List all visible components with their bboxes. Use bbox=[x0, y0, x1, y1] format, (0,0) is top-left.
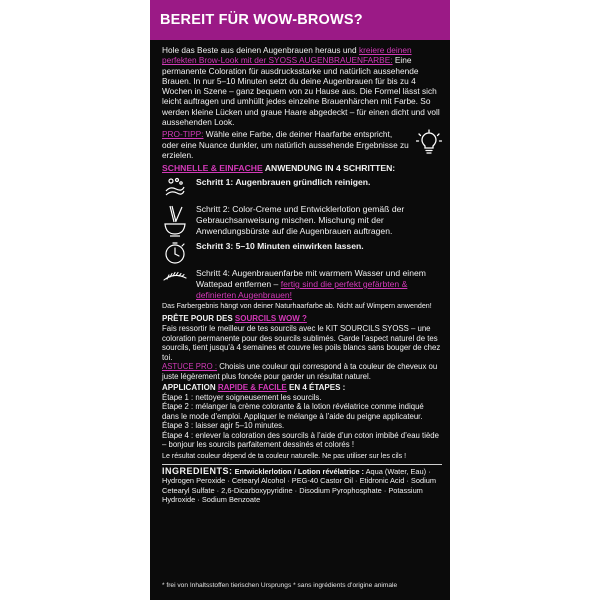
step-4-body: Schritt 4: Augenbrauenfarbe mit warmem Wasser und einem Wattepad entfernen – bbox=[196, 268, 426, 289]
steps-heading bbox=[162, 163, 442, 174]
ingredients-subhead: Entwicklerlotion / Lotion révélatrice : bbox=[234, 466, 364, 476]
footer-note: * frei von Inhaltsstoffen tierischen Ursprungs * sans ingrédients d’origine animale bbox=[162, 582, 398, 589]
product-panel bbox=[150, 0, 450, 600]
de-intro-highlight: kreiere deinen perfekten Brow-Look mit der SYOSS AUGENBRAUENFARBE: bbox=[162, 45, 412, 66]
pro-tip-text bbox=[162, 129, 410, 162]
header-banner bbox=[150, 0, 450, 40]
step-2 bbox=[162, 204, 442, 238]
fr-steps-heading-text: APPLICATION bbox=[162, 382, 218, 392]
fr-astuce-body: Choisis une couleur qui correspond à ta couleur de cheveux ou juste légèrement plus foncée pour garder un résultat naturel. bbox=[162, 362, 438, 381]
fr-step-2: Étape 2 : mélanger la crème colorante & la lotion révélatrice comme indiqué dans le mode d’emploi. Appliquer le mélange à l’aide du peigne applicateur. bbox=[162, 402, 424, 421]
pro-tip-label: PRO-TIPP: bbox=[162, 129, 204, 140]
step-3-text: Schritt 3: 5–10 Minuten einwirken lassen. bbox=[196, 241, 364, 252]
timer-icon bbox=[162, 241, 188, 265]
fr-step-3: Étape 3 : laisser agir 5–10 minutes. bbox=[162, 421, 285, 431]
lightbulb-icon bbox=[416, 129, 442, 162]
fr-step-1: Étape 1 : nettoyer soigneusement les sourcils. bbox=[162, 392, 322, 402]
fr-astuce bbox=[162, 362, 442, 381]
step-4 bbox=[162, 268, 442, 300]
fr-intro: Fais ressortir le meilleur de tes sourcils avec le KIT SOURCILS SYOSS – une coloration permanente pour des sourcils sublimés. Garde l’aspect naturel de tes sourcils, tient jusqu’à 4 semaines et couvre les poils blancs sans bouger de chez toi. bbox=[162, 323, 441, 362]
fr-heading-text: PRÊTE POUR DES bbox=[162, 313, 235, 323]
step-1 bbox=[162, 177, 442, 201]
pro-tip-body: Wähle eine Farbe, die deiner Haarfarbe entspricht, oder eine Nuance dunkler, um natürlich aussehende Ergebnisse zu erzielen. bbox=[162, 129, 409, 160]
mixing-bowl-icon bbox=[162, 204, 188, 238]
fr-step-4: Étape 4 : enlever la coloration des sourcils à l’aide d’un coton imbibé d’eau tiède – bonjour les sourcils parfaitement dessinés et colorés ! bbox=[162, 430, 439, 450]
fr-steps-heading-text-2: EN 4 ÉTAPES : bbox=[286, 382, 346, 392]
eyebrow-icon bbox=[162, 268, 188, 288]
step-1-text: Schritt 1: Augenbrauen gründlich reinigen. bbox=[196, 177, 371, 188]
ingredients bbox=[162, 464, 442, 505]
pro-tip bbox=[162, 129, 442, 162]
steps-heading-accent: SCHNELLE & EINFACHE bbox=[162, 163, 263, 174]
ingredients-text: Aqua (Water, Eau) · Hydrogen Peroxide · Cetearyl Alcohol · PEG-40 Castor Oil · Etidronic Acid · Sodium Cetearyl Sulfate · 2,6-Dicarboxypyridine · Disodium Pyrophosphate · Potassium Hydroxide · Sodium Benzoate bbox=[162, 466, 436, 505]
content bbox=[162, 45, 442, 505]
fr-heading bbox=[162, 314, 442, 324]
banner-title: BEREIT FÜR WOW-BROWS? bbox=[160, 12, 363, 28]
steps-heading-text: ANWENDUNG IN 4 SCHRITTEN: bbox=[262, 163, 396, 174]
fr-steps-heading bbox=[162, 383, 442, 393]
de-intro bbox=[162, 45, 442, 127]
fr-steps-heading-accent: RAPIDE & FACILE bbox=[217, 382, 287, 392]
step-4-text bbox=[196, 268, 442, 300]
fr-heading-accent: SOURCILS WOW ? bbox=[234, 313, 307, 323]
de-note: Das Farbergebnis hängt von deiner Naturhaarfarbe ab. Nicht auf Wimpern anwenden! bbox=[162, 302, 432, 311]
ingredients-label: INGREDIENTS: bbox=[162, 465, 233, 476]
fr-astuce-label: ASTUCE PRO : bbox=[162, 362, 218, 372]
de-intro-text-2: Eine permanente Coloration für ausdrucksstarke und natürlich aussehende Brauen. In nur 5–10 Minuten setzt du deine Augenbrauen für bis zu 4 Wochen in Szene – ganz bequem von zu Hause aus. Die Formel lässt sich leicht auftragen und umhüllt jedes einzelne Brauenhärchen mit Farbe. So werden kleine Lücken und graue Haare abgedeckt – für einen dicht und voll aussehenden Look. bbox=[162, 55, 440, 128]
step-3 bbox=[162, 241, 442, 265]
step-4-accent: fertig sind die perfekt gefärbten & definierten Augenbrauen! bbox=[196, 278, 408, 300]
fr-note: Le résultat couleur dépend de ta couleur naturelle. Ne pas utiliser sur les cils ! bbox=[162, 452, 407, 461]
wash-cloth-icon bbox=[162, 177, 188, 201]
de-intro-text: Hole das Beste aus deinen Augenbrauen heraus und bbox=[162, 45, 359, 55]
step-2-text: Schritt 2: Color-Creme und Entwicklerlotion gemäß der Gebrauchsanweisung mischen. Mischung mit der Anwendungsbürste auf die Augenbrauen auftragen. bbox=[196, 204, 405, 236]
